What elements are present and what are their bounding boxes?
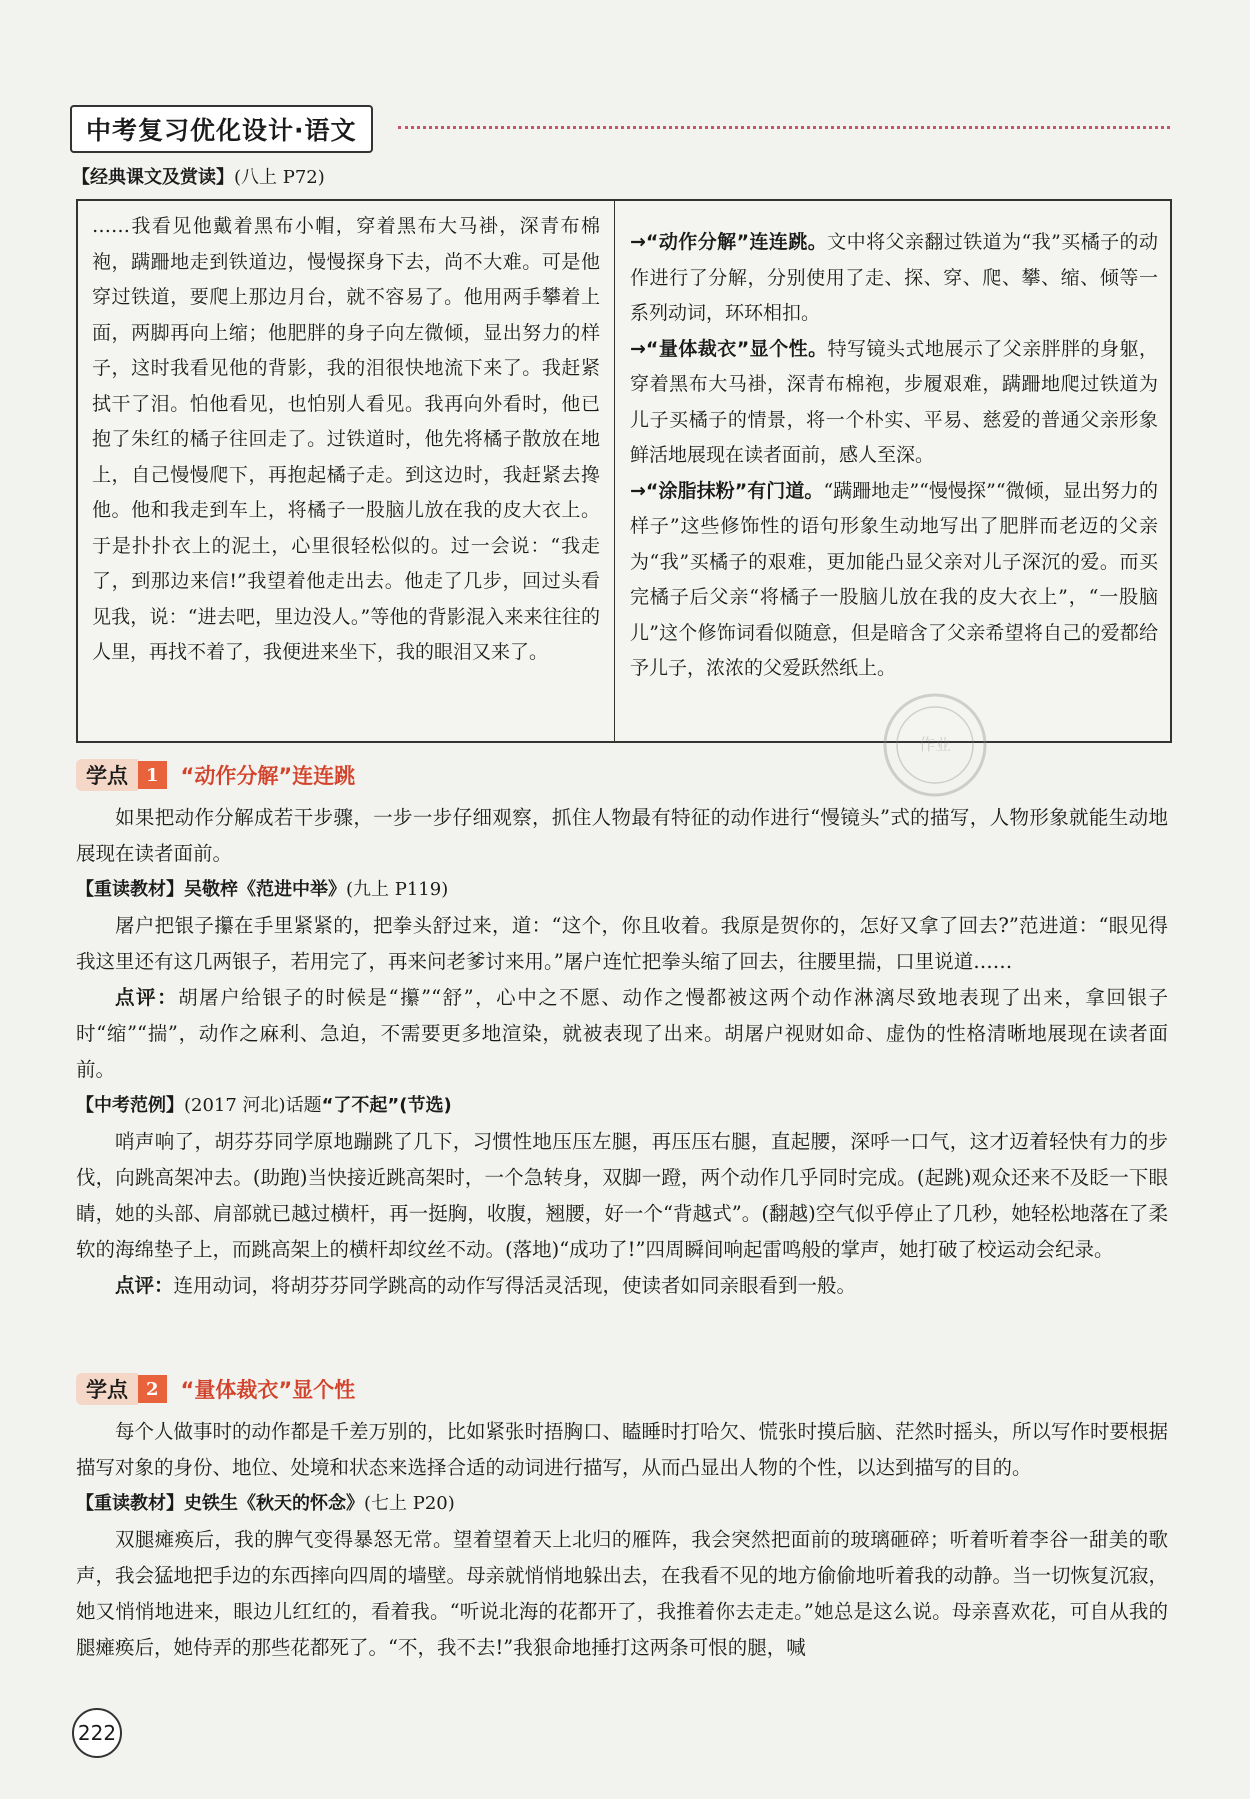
point1-example-text: 哨声响了，胡芬芬同学原地蹦跳了几下，习惯性地压压左腿，再压压右腿，直起腰，深呼一口气，这才迈着轻快有力的步伐，向跳高架冲去。(助跑)当快接近跳高架时，一个急转身，双脚一蹬，两个动作几乎同时完成。(起跳)观众还来不及眨一下眼睛，她的头部、肩部就已越过横杆，再一挺胸，收腹，翘腰，好一个“背越式”。(翻越)空气似乎停止了几秒，她轻松地落在了柔软的海绵垫子上，而跳高架上的横杆却纹丝不动。(落地)“成功了!”四周瞬间响起雷鸣般的掌声，她打破了校运动会纪录。 [76, 1130, 1168, 1261]
point1-title: “动作分解”连连跳 [180, 764, 356, 788]
point1-reread-text: 屠户把银子攥在手里紧紧的，把拳头舒过来，道：“这个，你且收着。我原是贺你的，怎好又拿了回去?”范进道：“眼见得我这里还有这几两银子，若用完了，再来问老爹讨来用。”屠户连忙把拳头缩了回去，往腰里揣，口里说道…… [76, 914, 1168, 973]
point2-body [76, 1414, 1168, 1666]
point2-number: 2 [138, 1375, 167, 1403]
point1-body [76, 800, 1168, 1304]
book-title: 中考复习优化设计·语文 [70, 105, 373, 153]
point2-heading [76, 1372, 355, 1406]
analysis-item: →“动作分解”连连跳。文中将父亲翻过铁道为“我”买橘子的动作进行了分解，分别使用了走、探、穿、爬、攀、缩、倾等一系列动词，环环相扣。 [630, 231, 1158, 324]
classic-analysis [630, 225, 1158, 687]
classic-label: 【经典课文及赏读】 [72, 167, 234, 188]
point2-reread-text: 双腿瘫痪后，我的脾气变得暴怒无常。望着望着天上北归的雁阵，我会突然把面前的玻璃砸碎；听着听着李谷一甜美的歌声，我会猛地把手边的东西摔向四周的墙壁。母亲就悄悄地躲出去，在我看不见的地方偷偷地听着我的动静。当一切恢复沉寂，她又悄悄地进来，眼边儿红红的，看着我。“听说北海的花都开了，我推着你去走走。”她总是这么说。母亲喜欢花，可自从我的腿瘫痪后，她侍弄的那些花都死了。“不，我不去!”我狠命地捶打这两条可恨的腿，喊 [76, 1528, 1169, 1659]
point2-reread-label: 【重读教材】史铁生《秋天的怀念》(七上 P20) [76, 1493, 455, 1514]
classic-source: (八上 P72) [234, 167, 325, 188]
analysis-item: →“量体裁衣”显个性。特写镜头式地展示了父亲胖胖的身躯，穿着黑布大马褂，深青布棉袍，步履艰难，蹒跚地爬过铁道为儿子买橘子的情景，将一个朴实、平易、慈爱的普通父亲形象鲜活地展现在读者面前，感人至深。 [630, 337, 1158, 466]
point1-tag: 学点 [76, 759, 138, 791]
point1-heading [76, 758, 355, 792]
point1-intro: 如果把动作分解成若干步骤，一步一步仔细观察，抓住人物最有特征的动作进行“慢镜头”式的描写，人物形象就能生动地展现在读者面前。 [76, 806, 1168, 865]
point1-comment: 点评：胡屠户给银子的时候是“攥”“舒”，心中之不愿、动作之慢都被这两个动作淋漓尽致地表现了出来，拿回银子时“缩”“揣”，动作之麻利、急迫，不需要更多地渲染，就被表现了出来。胡屠户视财如命、虚伪的性格清晰地展现在读者面前。 [76, 986, 1168, 1081]
header-divider [398, 126, 1170, 129]
stamp-text: 作业 [918, 735, 952, 754]
classic-section-label [72, 163, 325, 189]
point2-title: “量体裁衣”显个性 [180, 1378, 356, 1402]
classic-table [76, 199, 1172, 743]
point1-number: 1 [138, 761, 167, 789]
page-number: 222 [72, 1708, 122, 1758]
point2-intro: 每个人做事时的动作都是千差万别的，比如紧张时捂胸口、瞌睡时打哈欠、慌张时摸后脑、茫然时摇头，所以写作时要根据描写对象的身份、地位、处境和状态来选择合适的动词进行描写，从而凸显出人物的个性，以达到描写的目的。 [76, 1420, 1169, 1479]
table-divider [614, 201, 615, 741]
classic-excerpt: ……我看见他戴着黑布小帽，穿着黑布大马褂，深青布棉袍，蹒跚地走到铁道边，慢慢探身下去，尚不大难。可是他穿过铁道，要爬上那边月台，就不容易了。他用两手攀着上面，两脚再向上缩；他肥胖的身子向左微倾，显出努力的样子，这时我看见他的背影，我的泪很快地流下来了。我赶紧拭干了泪。怕他看见，也怕别人看见。我再向外看时，他已抱了朱红的橘子往回走了。过铁道时，他先将橘子散放在地上，自己慢慢爬下，再抱起橘子走。到这边时，我赶紧去搀他。他和我走到车上，将橘子一股脑儿放在我的皮大衣上。于是扑扑衣上的泥土，心里很轻松似的。过一会说：“我走了，到那边来信!”我望着他走出去。他走了几步，回过头看见我，说：“进去吧，里边没人。”等他的背影混入来来往往的人里，再找不着了，我便进来坐下，我的眼泪又来了。 [92, 215, 600, 663]
point1-comment2: 点评：连用动词，将胡芬芬同学跳高的动作写得活灵活现，使读者如同亲眼看到一般。 [115, 1274, 857, 1297]
point1-reread-label: 【重读教材】吴敬梓《范进中举》(九上 P119) [76, 879, 449, 900]
point2-tag: 学点 [76, 1373, 138, 1405]
point1-example-label: 【中考范例】(2017 河北)话题“了不起”(节选) [76, 1095, 452, 1116]
analysis-item: →“涂脂抹粉”有门道。“蹒跚地走”“慢慢探”“微倾，显出努力的样子”这些修饰性的语句形象生动地写出了肥胖而老迈的父亲为“我”买橘子的艰难，更加能凸显父亲对儿子深沉的爱。而买完橘子后父亲“将橘子一股脑儿放在我的皮大衣上”，“一股脑儿”这个修饰词看似随意，但是暗含了父亲希望将自己的爱都给予儿子，浓浓的父爱跃然纸上。 [630, 479, 1158, 679]
watermark-stamp-icon [880, 690, 990, 800]
